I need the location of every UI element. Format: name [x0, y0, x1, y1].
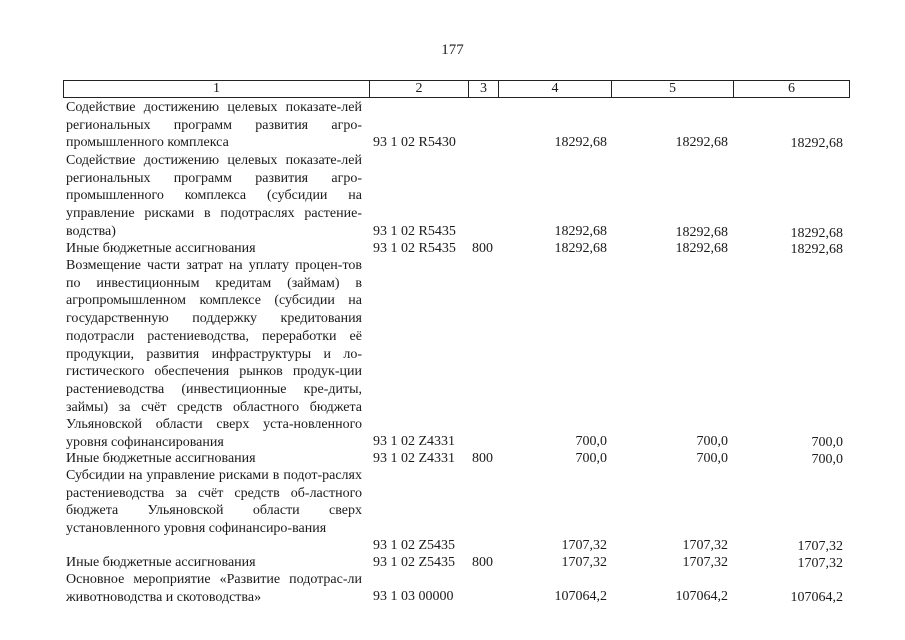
row-description: Иные бюджетные ассигнования: [66, 241, 256, 256]
row-type: 800: [472, 241, 493, 256]
header-col-1: 1: [64, 81, 370, 97]
row-description: Содействие достижению целевых показате-лей региональных программ развития агро-промышленного комплекса (субсидии на управление рисками в подотраслях растение-водства): [66, 153, 362, 239]
row-value-5: 1707,32: [682, 555, 728, 570]
row-code: 93 1 02 Z4331: [373, 434, 456, 449]
row-code: 93 1 03 00000: [373, 589, 454, 604]
row-code: 93 1 02 Z5435: [373, 538, 456, 553]
row-value-5: 18292,68: [675, 241, 728, 256]
row-value-6: 1707,32: [797, 539, 843, 554]
row-code: 93 1 02 R5435: [373, 224, 456, 239]
row-type: 800: [472, 451, 493, 466]
row-description: Содействие достижению целевых показате-лей региональных программ развития агро-промышленного комплекса: [66, 100, 362, 151]
row-code: 93 1 02 R5430: [373, 135, 456, 151]
row-code: 93 1 02 Z5435: [373, 555, 456, 570]
row-value-6: 107064,2: [790, 590, 843, 605]
row-value-5: 18292,68: [675, 225, 728, 240]
row-value-4: 700,0: [575, 434, 607, 449]
row-code: 93 1 02 R5435: [373, 241, 456, 256]
row-value-4: 1707,32: [561, 538, 607, 553]
row-value-5: 700,0: [696, 434, 728, 449]
header-col-4: 4: [499, 81, 612, 97]
page-number: 177: [441, 42, 464, 58]
row-value-6: 18292,68: [790, 226, 843, 241]
row-value-4: 18292,68: [554, 241, 607, 256]
row-value-4: 107064,2: [554, 589, 607, 604]
row-value-5: 1707,32: [682, 538, 728, 553]
header-col-3: 3: [469, 81, 499, 97]
row-value-4: 18292,68: [554, 135, 607, 151]
row-value-6: 18292,68: [790, 136, 843, 152]
row-description: Основное мероприятие «Развитие подотрас-ли животноводства и скотоводства»: [66, 572, 362, 605]
row-value-4: 18292,68: [554, 224, 607, 239]
header-col-2: 2: [370, 81, 469, 97]
row-value-4: 700,0: [575, 451, 607, 466]
row-value-6: 1707,32: [797, 556, 843, 571]
row-value-6: 18292,68: [790, 242, 843, 257]
table-header: [63, 80, 850, 98]
row-value-5: 700,0: [696, 451, 728, 466]
row-description: Иные бюджетные ассигнования: [66, 451, 256, 466]
row-value-6: 700,0: [811, 435, 843, 450]
row-description: Субсидии на управление рисками в подот-раслях растениеводства за счёт средств об-ластного бюджета Ульяновской области сверх установленного уровня софинансиро-вания: [66, 468, 362, 537]
header-col-6: 6: [788, 81, 795, 96]
row-value-5: 107064,2: [675, 589, 728, 604]
row-value-4: 1707,32: [561, 555, 607, 570]
header-col-5: 5: [612, 81, 734, 97]
row-code: 93 1 02 Z4331: [373, 451, 456, 466]
row-value-6: 700,0: [811, 452, 843, 467]
row-description: Иные бюджетные ассигнования: [66, 555, 256, 570]
row-value-5: 18292,68: [675, 135, 728, 151]
row-type: 800: [472, 555, 493, 570]
row-description: Возмещение части затрат на уплату процен-тов по инвестиционным кредитам (займам) в агропромышленном комплексе (субсидии на государственную поддержку кредитования подотрасли растениеводства, переработки её продукции, развития инфраструктуры и ло-гистического обеспечения рынков продук-ции растениеводства (инвестиционные кре-диты, займы) за счёт средств областного бюджета Ульяновской области сверх уста-новленного уровня софинансирования: [66, 258, 362, 451]
